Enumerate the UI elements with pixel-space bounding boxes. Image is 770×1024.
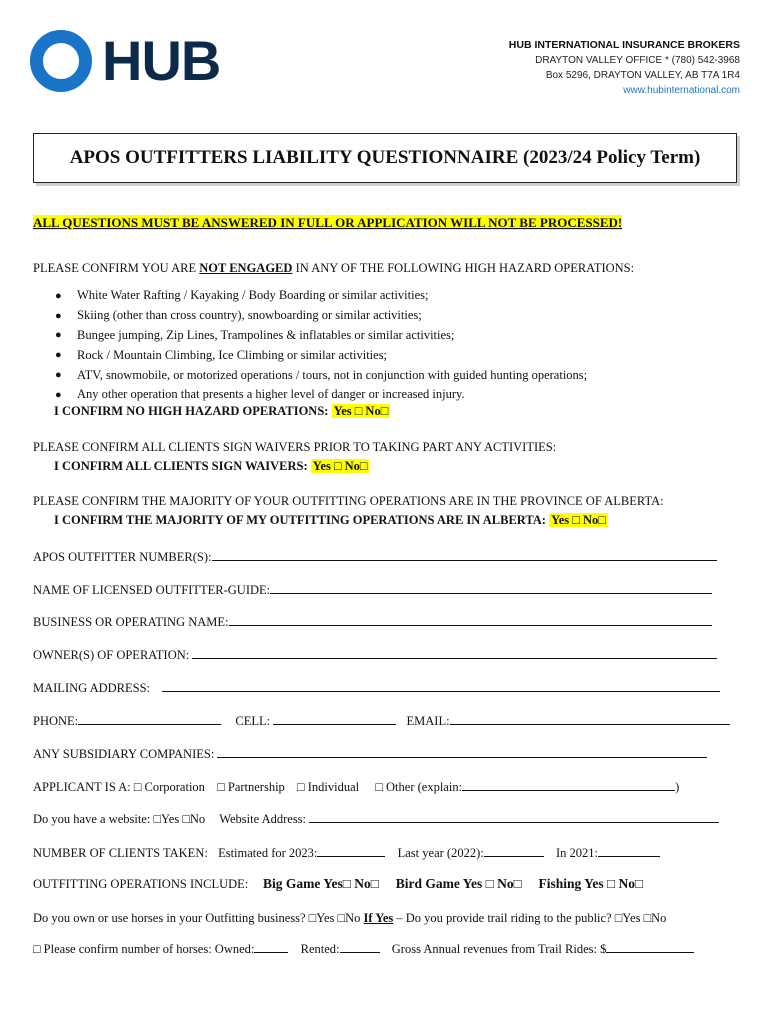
trail-riding-yes-checkbox[interactable]: □Yes bbox=[614, 911, 641, 925]
hazard-item-text: Skiing (other than cross country), snowboarding or similar activities; bbox=[77, 308, 422, 323]
website-no-checkbox[interactable]: □No bbox=[182, 812, 206, 826]
bullet-icon: ● bbox=[55, 349, 62, 362]
subsidiary-label: ANY SUBSIDIARY COMPANIES: bbox=[33, 747, 215, 761]
subsidiary-field[interactable] bbox=[217, 746, 707, 758]
website-question: Do you have a website: bbox=[33, 812, 151, 826]
phone-label: PHONE: bbox=[33, 714, 79, 728]
bird-game-checkboxes[interactable]: Bird Game Yes □ No□ bbox=[395, 876, 522, 891]
alberta-confirm bbox=[54, 513, 608, 528]
hazard-item-text: Rock / Mountain Climbing, Ice Climbing or similar activities; bbox=[77, 347, 388, 362]
hazard-intro bbox=[33, 261, 634, 276]
clients-2022-field[interactable] bbox=[484, 845, 544, 857]
clients-2021-label: In 2021: bbox=[555, 846, 598, 860]
list-item bbox=[55, 385, 587, 405]
bullet-icon: ● bbox=[55, 369, 62, 382]
hazard-confirm-label: I CONFIRM NO HIGH HAZARD OPERATIONS: bbox=[54, 404, 329, 418]
mailing-address-field[interactable] bbox=[162, 680, 720, 692]
business-name-label: BUSINESS OR OPERATING NAME: bbox=[33, 615, 229, 629]
owners-label: OWNER(S) OF OPERATION: bbox=[33, 648, 190, 662]
horses-row bbox=[33, 911, 666, 926]
hub-logo bbox=[30, 28, 250, 94]
phone-field[interactable] bbox=[78, 713, 221, 725]
horses-question: Do you own or use horses in your Outfitting business? bbox=[33, 911, 306, 925]
hazard-confirm bbox=[54, 404, 390, 419]
list-item bbox=[55, 306, 587, 326]
alberta-question: PLEASE CONFIRM THE MAJORITY OF YOUR OUTFITTING OPERATIONS ARE IN THE PROVINCE OF ALBERTA: bbox=[33, 494, 664, 508]
owners-field[interactable] bbox=[192, 647, 717, 659]
partnership-checkbox[interactable]: □ Partnership bbox=[217, 780, 285, 794]
applicant-type-row bbox=[33, 779, 679, 795]
waivers-question: PLEASE CONFIRM ALL CLIENTS SIGN WAIVERS PRIOR TO TAKING PART ANY ACTIVITIES: bbox=[33, 440, 557, 454]
alberta-confirm-label: I CONFIRM THE MAJORITY OF MY OUTFITTING OPERATIONS ARE IN ALBERTA: bbox=[54, 513, 546, 527]
outfitter-number-row bbox=[33, 549, 717, 565]
corporation-checkbox[interactable]: □ Corporation bbox=[133, 780, 205, 794]
bullet-icon: ● bbox=[55, 388, 62, 401]
operations-label: OUTFITTING OPERATIONS INCLUDE: bbox=[33, 877, 249, 891]
hazard-intro-emphasis: NOT ENGAGED bbox=[199, 261, 293, 275]
page-title: APOS OUTFITTERS LIABILITY QUESTIONNAIRE (2023/24 Policy Term) bbox=[69, 147, 701, 168]
hazard-item-text: ATV, snowmobile, or motorized operations / tours, not in conjunction with guided hunting operations; bbox=[77, 367, 588, 382]
website-yes-checkbox[interactable]: □Yes bbox=[153, 812, 180, 826]
warning-text: ALL QUESTIONS MUST BE ANSWERED IN FULL OR APPLICATION WILL NOT BE PROCESSED! bbox=[33, 215, 623, 230]
hazard-list bbox=[55, 286, 587, 405]
list-item bbox=[55, 326, 587, 346]
horse-count-row bbox=[33, 941, 694, 957]
owners-row bbox=[33, 647, 717, 663]
hazard-item-text: Bungee jumping, Zip Lines, Trampolines & inflatables or similar activities; bbox=[77, 327, 455, 342]
hazard-intro-text: PLEASE CONFIRM YOU ARE bbox=[33, 261, 200, 275]
trail-riding-no-checkbox[interactable]: □No bbox=[643, 911, 667, 925]
list-item bbox=[55, 345, 587, 365]
office-phone-line: DRAYTON VALLEY OFFICE * (780) 542-3968 bbox=[535, 55, 740, 66]
office-info bbox=[509, 38, 740, 98]
horses-owned-field[interactable] bbox=[254, 941, 288, 953]
outfitter-number-field[interactable] bbox=[212, 549, 717, 561]
hazard-item-text: White Water Rafting / Kayaking / Body Boarding or similar activities; bbox=[77, 288, 429, 303]
guide-name-field[interactable] bbox=[270, 582, 712, 594]
bullet-icon: ● bbox=[55, 329, 62, 342]
hub-logo-text: HUB bbox=[102, 29, 221, 92]
mailing-row bbox=[33, 680, 720, 696]
title-box bbox=[33, 133, 737, 183]
cell-field[interactable] bbox=[273, 713, 396, 725]
cell-label: CELL: bbox=[235, 714, 271, 728]
clients-2023-label: Estimated for 2023: bbox=[218, 846, 318, 860]
clients-row bbox=[33, 845, 660, 861]
trail-revenue-field[interactable] bbox=[606, 941, 694, 953]
if-yes-label: If Yes bbox=[363, 911, 394, 925]
email-field[interactable] bbox=[450, 713, 730, 725]
outfitter-number-label: APOS OUTFITTER NUMBER(S): bbox=[33, 550, 212, 564]
subsidiary-row bbox=[33, 746, 707, 762]
clients-label: NUMBER OF CLIENTS TAKEN: bbox=[33, 846, 208, 860]
bullet-icon: ● bbox=[55, 289, 62, 302]
website-address-label: Website Address: bbox=[219, 812, 307, 826]
horses-no-checkbox[interactable]: □No bbox=[337, 911, 361, 925]
website-row bbox=[33, 811, 719, 827]
guide-name-row bbox=[33, 582, 712, 598]
warning-banner bbox=[33, 215, 622, 231]
website-address-field[interactable] bbox=[309, 811, 719, 823]
applicant-type-label: APPLICANT IS A: bbox=[33, 780, 131, 794]
big-game-checkboxes[interactable]: Big Game Yes□ No□ bbox=[263, 876, 379, 891]
individual-checkbox[interactable]: □ Individual bbox=[297, 780, 360, 794]
trail-revenue-label: Gross Annual revenues from Trail Rides: $ bbox=[391, 942, 607, 956]
other-close-paren: ) bbox=[675, 780, 680, 794]
horses-rented-field[interactable] bbox=[340, 941, 380, 953]
waivers-yes-no-checkboxes[interactable]: Yes □ No□ bbox=[312, 459, 368, 473]
operations-row bbox=[33, 876, 643, 892]
contact-row bbox=[33, 713, 730, 729]
bullet-icon: ● bbox=[55, 309, 62, 322]
business-name-field[interactable] bbox=[229, 614, 712, 626]
hazard-yes-no-checkboxes[interactable]: Yes □ No□ bbox=[333, 404, 389, 418]
horses-rented-label: Rented: bbox=[300, 942, 340, 956]
list-item bbox=[55, 286, 587, 306]
office-address: Box 5296, DRAYTON VALLEY, AB T7A 1R4 bbox=[545, 70, 740, 81]
clients-2023-field[interactable] bbox=[317, 845, 385, 857]
horses-owned-label[interactable]: □ Please confirm number of horses: Owned: bbox=[33, 942, 255, 956]
hazard-intro-tail: IN ANY OF THE FOLLOWING HIGH HAZARD OPERATIONS: bbox=[292, 261, 635, 275]
waivers-confirm bbox=[54, 459, 369, 474]
guide-name-label: NAME OF LICENSED OUTFITTER-GUIDE: bbox=[33, 583, 271, 597]
trail-riding-question: – Do you provide trail riding to the public? bbox=[393, 911, 612, 925]
other-checkbox[interactable]: □ Other (explain: bbox=[375, 780, 463, 794]
other-explain-field[interactable] bbox=[462, 779, 675, 791]
clients-2021-field[interactable] bbox=[598, 845, 660, 857]
horses-yes-checkbox[interactable]: □Yes bbox=[308, 911, 335, 925]
fishing-checkboxes[interactable]: Fishing Yes □ No□ bbox=[538, 876, 644, 891]
hazard-item-text: Any other operation that presents a higher level of danger or increased injury. bbox=[77, 387, 465, 402]
business-name-row bbox=[33, 614, 712, 630]
hub-logo-ring-icon bbox=[30, 30, 92, 92]
list-item bbox=[55, 365, 587, 385]
mailing-label: MAILING ADDRESS: bbox=[33, 681, 151, 695]
waivers-confirm-label: I CONFIRM ALL CLIENTS SIGN WAIVERS: bbox=[54, 459, 308, 473]
office-company-name: HUB INTERNATIONAL INSURANCE BROKERS bbox=[508, 39, 740, 51]
office-website-link[interactable]: www.hubinternational.com bbox=[623, 85, 740, 96]
alberta-yes-no-checkboxes[interactable]: Yes □ No□ bbox=[551, 513, 606, 527]
email-label: EMAIL: bbox=[406, 714, 450, 728]
clients-2022-label: Last year (2022): bbox=[397, 846, 484, 860]
